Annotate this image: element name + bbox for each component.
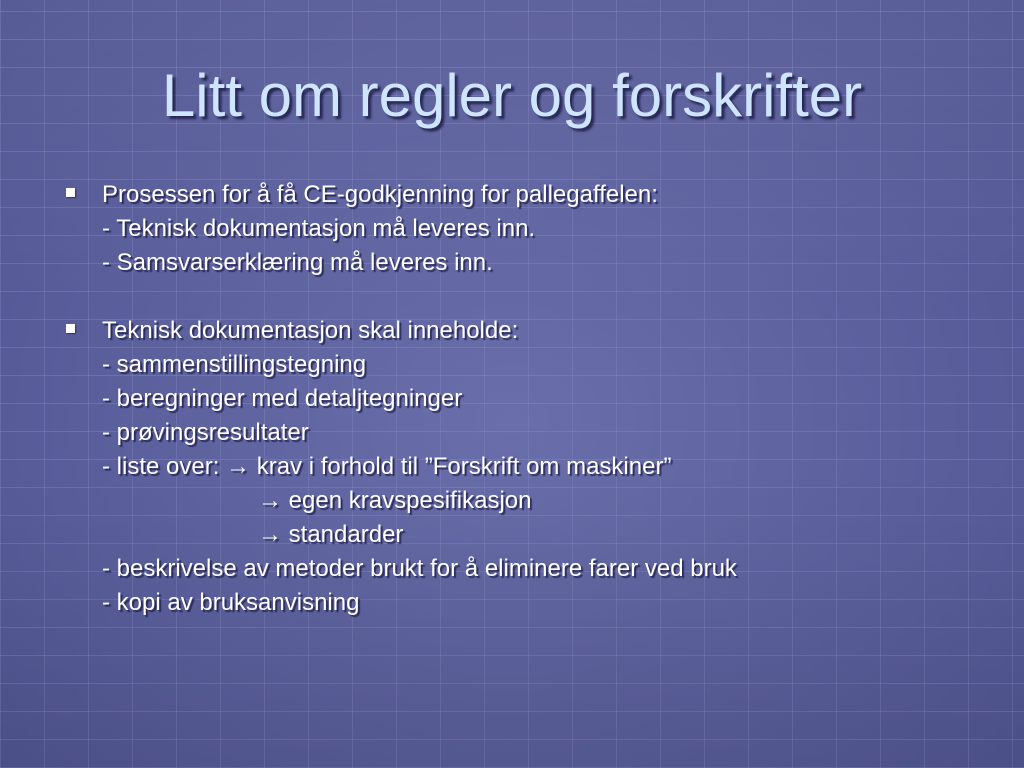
sub-line: - beregninger med detaljtegninger [102,385,463,412]
sub-line: - kopi av bruksanvisning [102,589,360,616]
bullet-item-technical-documentation [60,314,1000,620]
bullet-text: Prosessen for å få CE-godkjenning for pallegaffelen: [102,181,658,208]
sub-line: - sammenstillingstegning [102,351,367,378]
sub-line: - liste over: → krav i forhold til ”Forskrift om maskiner” [102,453,672,480]
slide-body [60,178,1000,620]
arrow-sub-line: → standarder [258,521,404,548]
sub-line: - Teknisk dokumentasjon må leveres inn. [102,215,536,242]
bullet-item-ce-process [60,178,1000,280]
square-bullet-icon [66,188,75,197]
arrow-sub-line: → egen kravspesifikasjon [258,487,532,514]
sub-line: - Samsvarserklæring må leveres inn. [102,249,493,276]
slide-title: Litt om regler og forskrifter [161,62,863,129]
square-bullet-icon [66,324,75,333]
sub-line: - prøvingsresultater [102,419,309,446]
sub-line: - beskrivelse av metoder brukt for å eliminere farer ved bruk [102,555,737,582]
bullet-text: Teknisk dokumentasjon skal inneholde: [102,317,519,344]
